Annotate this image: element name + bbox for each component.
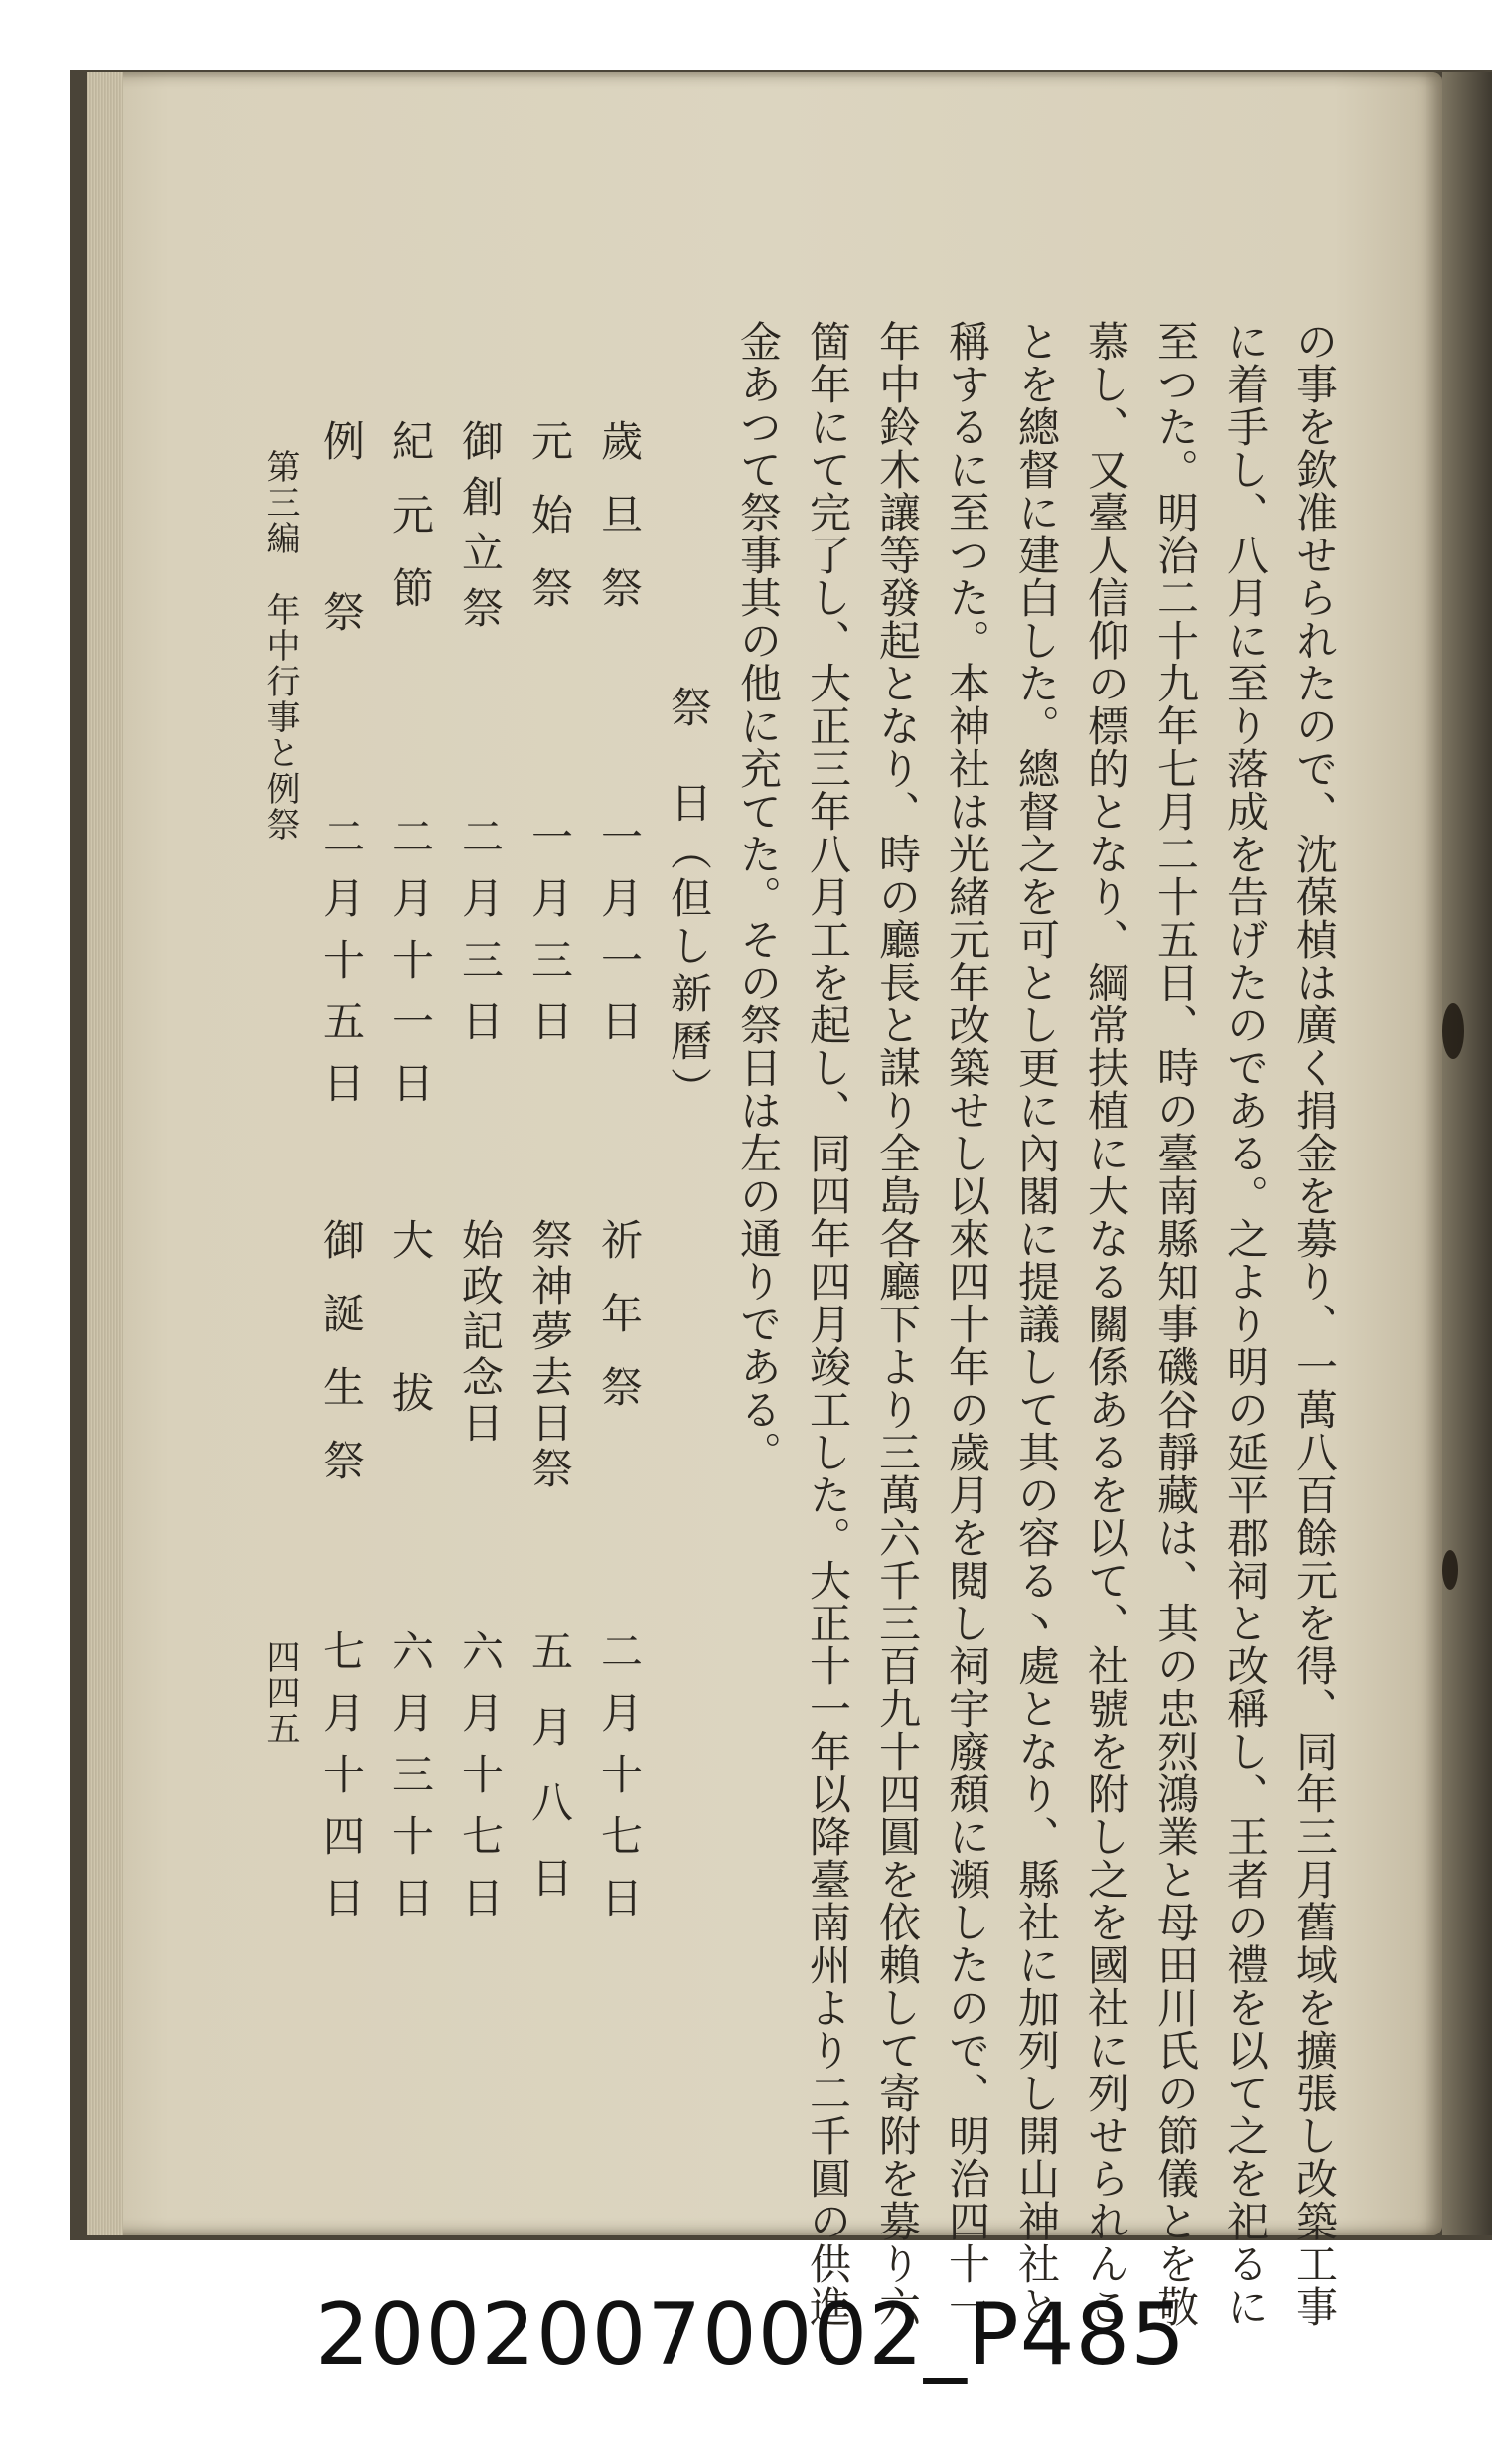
body-line: とを總督に建白した。總督之を可とし更に內閣に提議して其の容る丶處となり、縣社に加列し開山神社と bbox=[1012, 320, 1061, 2328]
festival-name: 元始祭 bbox=[525, 419, 574, 640]
body-line: 至つた。明治二十九年七月二十五日、時の臺南縣知事磯谷靜藏は、其の忠烈鴻業と母田川氏の節儀とを敬 bbox=[1151, 320, 1200, 2328]
festival-name: 御創立祭 bbox=[456, 419, 505, 642]
festival-date: 二月十五日 bbox=[317, 815, 366, 1123]
festival-date: 二月十一日 bbox=[386, 815, 435, 1123]
body-line: 稱するに至つた。本神社は光緒元年改築せし以來四十年の歲月を閱し祠宇廢頹に瀕したので、明治四十一 bbox=[943, 320, 991, 2328]
festival-name: 始政記念日 bbox=[456, 1218, 505, 1447]
image-caption: 20020070002_P485 bbox=[315, 2285, 1186, 2385]
ink-stain bbox=[1442, 1550, 1458, 1590]
ink-stain bbox=[1442, 1003, 1464, 1059]
festival-date: 二月十七日 bbox=[595, 1629, 644, 1937]
festival-name: 歲旦祭 bbox=[595, 419, 644, 640]
body-line: 箇年にて完了し、大正三年八月工を起し、同四年四月竣工した。大正十一年以降臺南州より二千圓の供進 bbox=[804, 320, 852, 2328]
festival-name: 祈年祭 bbox=[595, 1218, 644, 1439]
body-line: 金あつて祭事其の他に充てた。その祭日は左の通りである。 bbox=[734, 320, 783, 1473]
festival-date: 七月十四日 bbox=[317, 1629, 366, 1937]
festival-name: 紀元節 bbox=[386, 419, 435, 640]
body-line: に着手し、八月に至り落成を告げたのである。之より明の延平郡祠と改稱し、王者の禮を以て之を祀るに bbox=[1221, 320, 1270, 2328]
body-line: 慕し、又臺人信仰の標的となり、綱常扶植に大なる關係あるを以て、社號を附し之を國社に列せられんこ bbox=[1082, 320, 1130, 2328]
festival-date: 一月一日 bbox=[595, 815, 644, 1061]
festival-date: 六月十七日 bbox=[456, 1629, 505, 1937]
page-number: 四四五 bbox=[260, 1639, 300, 1747]
festival-date: 二月三日 bbox=[456, 815, 505, 1061]
binding-shadow bbox=[1442, 72, 1492, 2235]
page-stack-edge bbox=[87, 72, 123, 2235]
section-footer: 第三編 年中行事と例祭 bbox=[260, 449, 300, 843]
body-line: 年中鈴木讓等發起となり、時の廳長と謀り全島各廳下より三萬六千三百九十四圓を依賴して寄附を募り六 bbox=[873, 320, 922, 2328]
festival-header: 祭 日（但し新曆） bbox=[665, 686, 713, 1115]
festival-date: 五月八日 bbox=[525, 1629, 574, 1931]
festival-date: 一月三日 bbox=[525, 815, 574, 1061]
festival-name: 祭神夢去日祭 bbox=[525, 1218, 574, 1492]
festival-name: 御誕生祭 bbox=[317, 1218, 366, 1512]
festival-name: 例祭 bbox=[317, 419, 366, 761]
festival-name: 大拔 bbox=[386, 1218, 435, 1524]
body-line: の事を欽准せられたので、沈葆楨は廣く捐金を募り、一萬八百餘元を得、同年三月舊域を擴張し改築工事 bbox=[1290, 320, 1339, 2328]
festival-date: 六月三十日 bbox=[386, 1629, 435, 1937]
